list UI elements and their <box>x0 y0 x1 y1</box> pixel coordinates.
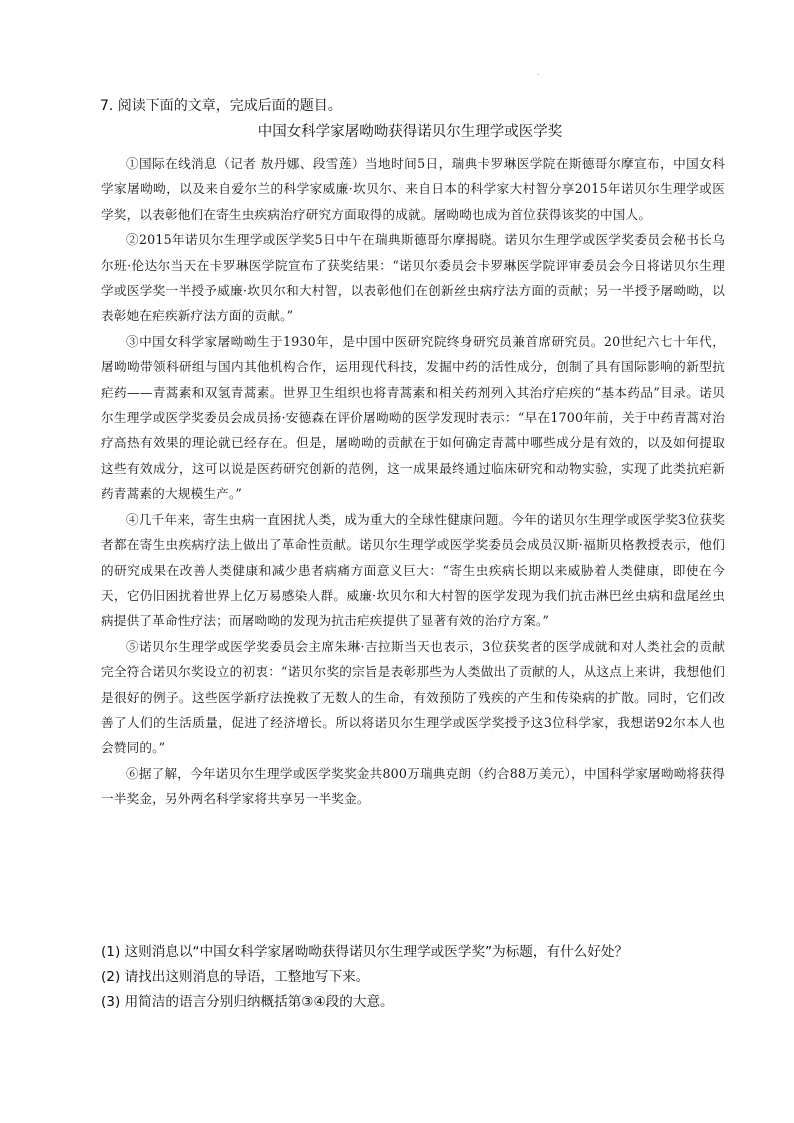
sub-question-2: (2) 请找出这则消息的导语，工整地写下来。 <box>101 969 370 985</box>
article-paragraph-1: ①国际在线消息（记者 敖丹娜、段雪莲）当地时间5日，瑞典卡罗琳医学院在斯德哥尔摩宣布，中国女科学家屠呦呦，以及来自爱尔兰的科学家威廉·坎贝尔、来自日本的科学家大村智分享2015年诺贝尔生理学或医学奖，以表彰他们在寄生虫疾病治疗研究方面取得的成就。屠呦呦也成为首位获得该奖的中国人。 <box>101 156 725 222</box>
article-paragraph-5: ⑤诺贝尔生理学或医学奖委员会主席朱琳·吉拉斯当天也表示，3位获奖者的医学成就和对人类社会的贡献完全符合诺贝尔奖设立的初衷：“诺贝尔奖的宗旨是表彰那些为人类做出了贡献的人，从这点上来讲，我想他们是很好的例子。这些医学新疗法挽救了无数人的生命，有效预防了残疾的产生和传染病的扩散。同时，它们改善了人们的生活质量，促进了经济增长。所以将诺贝尔生理学或医学奖授予这3位科学家，我想诺92尔本人也会赞同的。” <box>101 638 725 756</box>
sub-questions <box>101 942 725 1017</box>
sub-question-3: (3) 用简洁的语言分别归纳概括第③④段的大意。 <box>101 994 394 1010</box>
article-title: 中国女科学家屠呦呦获得诺贝尔生理学或医学奖 <box>257 124 563 140</box>
article-body <box>101 151 725 812</box>
sub-question-1: (1) 这则消息以“中国女科学家屠呦呦获得诺贝尔生理学或医学奖”为标题，有什么好处？ <box>101 944 629 960</box>
page-mark: . <box>537 68 540 77</box>
article-paragraph-4: ④几千年来，寄生虫病一直困扰人类，成为重大的全球性健康问题。今年的诺贝尔生理学或医学奖3位获奖者都在寄生虫疾病疗法上做出了革命性贡献。诺贝尔生理学或医学奖委员会成员汉斯·福斯贝格教授表示，他们的研究成果在改善人类健康和减少患者病痛方面意义巨大：“寄生虫疾病长期以来威胁着人类健康，即使在今天，它仍旧困扰着世界上亿万易感染人群。威廉·坎贝尔和大村智的医学发现为我们抗击淋巴丝虫病和盘尾丝虫病提供了革命性疗法；而屠呦呦的发现为抗击疟疾提供了显著有效的治疗方案。” <box>101 511 725 629</box>
article-paragraph-2: ②2015年诺贝尔生理学或医学奖5日中午在瑞典斯德哥尔摩揭晓。诺贝尔生理学或医学奖委员会秘书长乌尔班·伦达尔当天在卡罗琳医学院宣布了获奖结果：“诺贝尔委员会卡罗琳医学院评审委员会今日将诺贝尔生理学或医学奖一半授予威廉·坎贝尔和大村智，以表彰他们在创新丝虫病疗法方面的贡献；另一半授予屠呦呦，以表彰她在疟疾新疗法方面的贡献。” <box>101 232 725 324</box>
question-heading: 7. 阅读下面的文章，完成后面的题目。 <box>100 98 342 114</box>
article-paragraph-3: ③中国女科学家屠呦呦生于1930年，是中国中医研究院终身研究员兼首席研究员。20世纪六七十年代，屠呦呦带领科研组与国内其他机构合作，运用现代科技，发掘中药的活性成分，创制了具有国际影响的新型抗疟药——青蒿素和双氢青蒿素。世界卫生组织也将青蒿素和相关药剂列入其治疗疟疾的“基本药品”目录。诺贝尔生理学或医学奖委员会成员扬·安德森在评价屠呦呦的医学发现时表示：“早在1700年前，关于中药青蒿对治疗高热有效果的理论就已经存在。但是，屠呦呦的贡献在于如何确定青蒿中哪些成分是有效的，以及如何提取这些有效成分，这可以说是医药研究创新的范例，这一成果最终通过临床研究和动物实验，实现了此类抗疟新药青蒿素的大规模生产。” <box>101 333 725 502</box>
article-paragraph-6: ⑥据了解，今年诺贝尔生理学或医学奖奖金共800万瑞典克朗（约合88万美元），中国科学家屠呦呦将获得一半奖金，另外两名科学家将共享另一半奖金。 <box>101 765 725 807</box>
